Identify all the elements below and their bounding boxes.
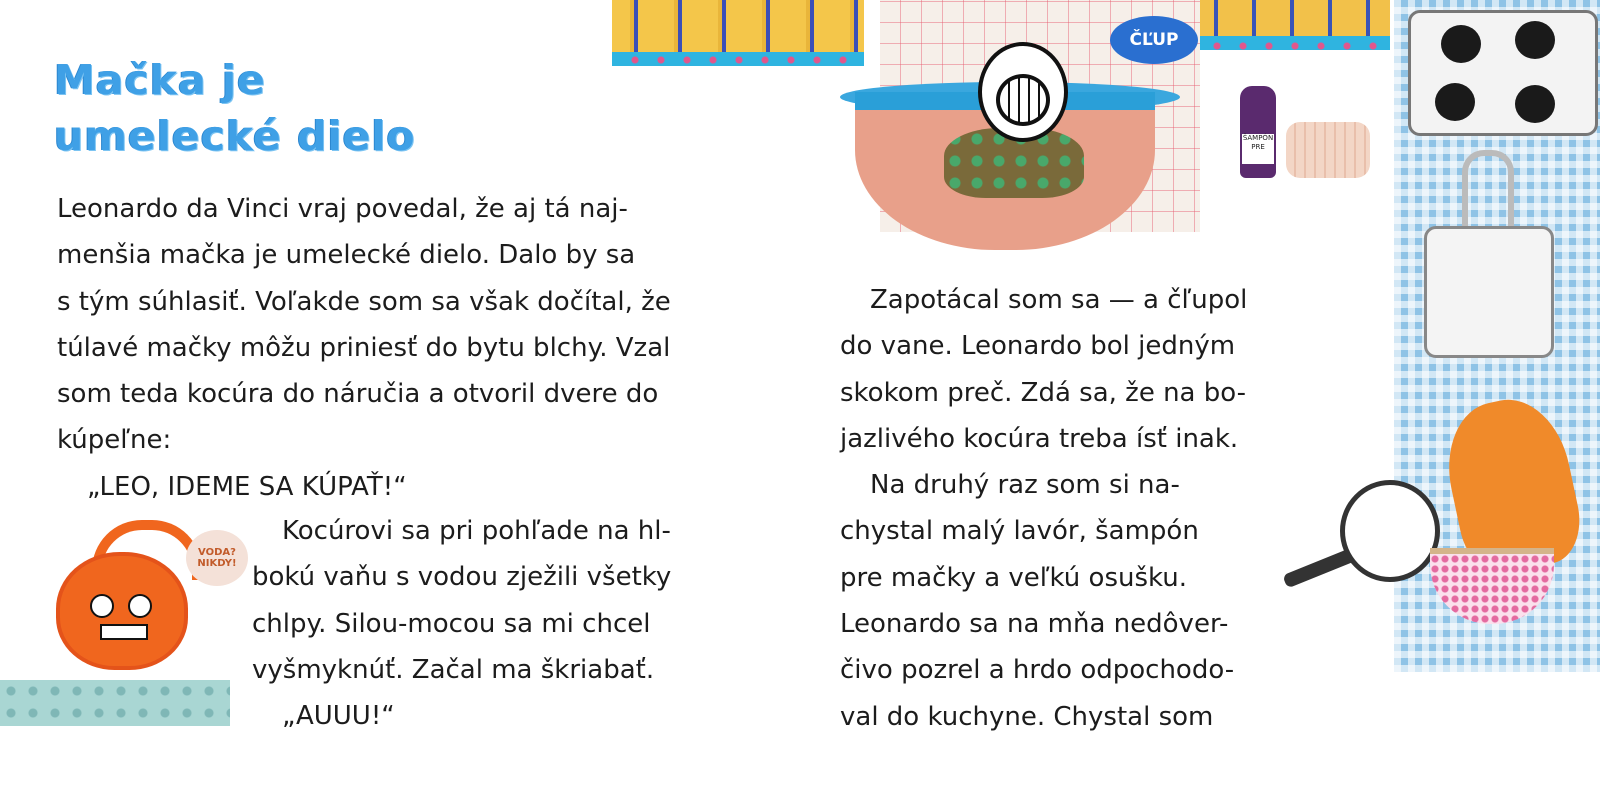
title-line-2: umelecké dielo xyxy=(54,112,416,160)
dots-decoration xyxy=(622,56,862,64)
cat-speech-bubble: VODA? NIKDY! xyxy=(186,530,248,586)
sink-illustration xyxy=(1424,226,1554,358)
text-line: jazlivého kocúra treba ísť inak. xyxy=(840,423,1239,454)
shampoo-bottle-illustration xyxy=(1240,86,1276,178)
cat-eye-icon xyxy=(128,594,152,618)
text-line: čivo pozrel a hrdo odpochodo- xyxy=(840,655,1235,686)
text-line: Kocúrovi sa pri pohľade na hl- xyxy=(282,516,671,546)
text-line: chlpy. Silou-mocou sa mi chcel xyxy=(252,608,651,639)
text-line: s tým súhlasiť. Voľakde som sa však dočítal, že xyxy=(57,286,671,317)
text-line: menšia mačka je umelecké dielo. Dalo by sa xyxy=(57,240,636,271)
faucet-illustration xyxy=(1462,150,1514,236)
text-line: „LEO, IDEME SA KÚPAŤ!“ xyxy=(87,471,407,502)
page-title xyxy=(54,52,434,164)
text-line: pre mačky a veľkú osušku. xyxy=(840,562,1188,593)
text-line: bokú vaňu s vodou zježili všetky xyxy=(252,562,672,593)
shampoo-bottle-label: ŠAMPÓN PRE xyxy=(1242,134,1274,164)
text-line: do vane. Leonardo bol jedným xyxy=(840,331,1236,362)
burner-icon xyxy=(1435,83,1475,121)
text-line: Leonardo da Vinci vraj povedal, že aj tá naj- xyxy=(57,194,628,224)
burner-icon xyxy=(1515,21,1555,59)
burner-icon xyxy=(1441,25,1481,63)
text-line: vyšmyknúť. Začal ma škriabať. xyxy=(252,654,655,685)
dots-decoration xyxy=(1204,42,1384,50)
text-line: som teda kocúra do náručia a otvoril dvere do xyxy=(57,379,659,410)
stove-illustration xyxy=(1408,10,1598,136)
splash-speech-bubble: ČĽUP xyxy=(1110,16,1198,64)
text-line: Zapotácal som sa — a čľupol xyxy=(870,285,1248,315)
text-line: skokom preč. Zdá sa, že na bo- xyxy=(840,377,1247,408)
left-text-column-wrapped xyxy=(252,508,671,739)
floor-tile-illustration xyxy=(0,680,230,726)
right-text-column xyxy=(840,277,1247,740)
text-line: Leonardo sa na mňa nedôver- xyxy=(840,609,1229,640)
angry-cat-illustration xyxy=(60,556,184,666)
text-line: Na druhý raz som si na- xyxy=(870,470,1180,501)
cat-eye-icon xyxy=(90,594,114,618)
text-line: kúpeľne: xyxy=(57,425,172,456)
frying-pan-illustration xyxy=(1340,480,1440,582)
man-mouth-illustration xyxy=(996,74,1050,126)
text-line: „AUUU!“ xyxy=(282,701,395,732)
text-line: val do kuchyne. Chystal som xyxy=(840,701,1214,732)
title-line-1: Mačka je xyxy=(54,56,266,104)
text-line: túlavé mačky môžu priniesť do bytu blchy. Vzal xyxy=(57,332,671,363)
towel-illustration xyxy=(1286,122,1370,178)
text-line: chystal malý lavór, šampón xyxy=(840,516,1199,547)
left-text-column xyxy=(57,186,671,510)
burner-icon xyxy=(1515,85,1555,123)
cat-mouth-illustration xyxy=(100,624,148,640)
